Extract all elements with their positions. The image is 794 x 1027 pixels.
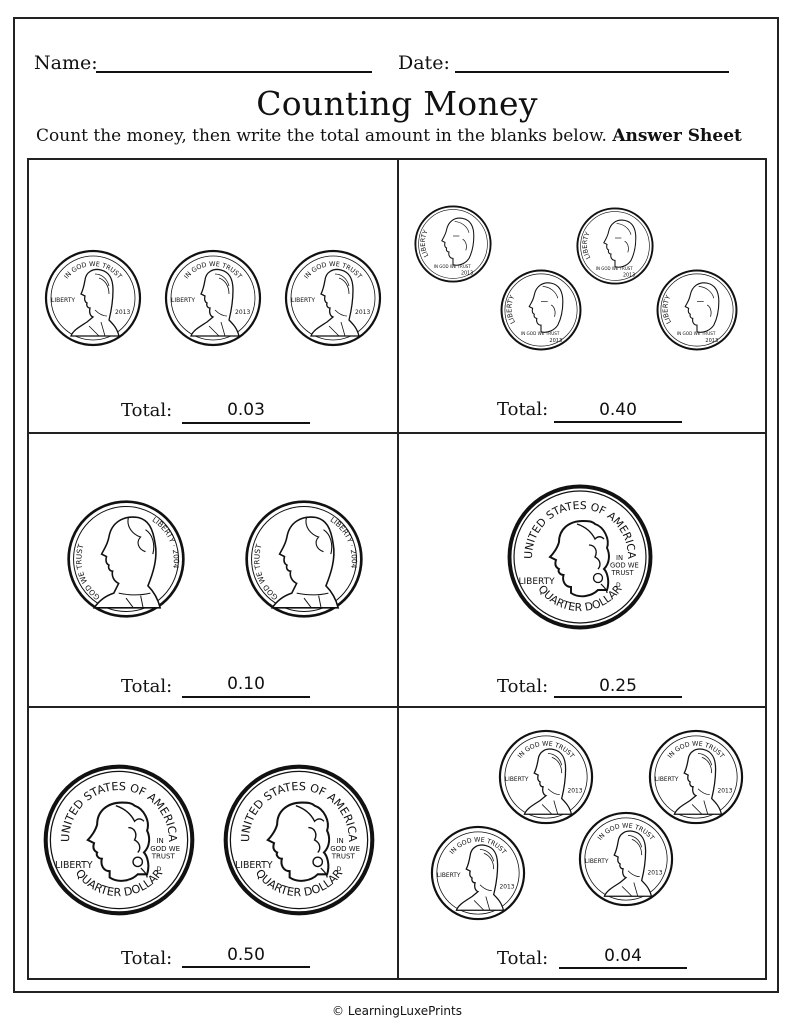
quarter-coin-icon (221, 762, 377, 918)
date-label: Date: (398, 52, 450, 74)
problem-cell-1 (29, 160, 397, 432)
brand-name: LearningLuxePrints (347, 1004, 462, 1018)
instructions (36, 126, 742, 146)
answer-sheet-label: Answer Sheet (612, 126, 742, 146)
total-label: Total: (497, 399, 549, 420)
instructions-text: Count the money, then write the total amount in the blanks below. (36, 126, 607, 146)
total-answer-line (182, 696, 310, 698)
penny-coin-icon (577, 810, 675, 908)
problem-cell-3 (29, 434, 397, 706)
penny-coin-icon (283, 248, 383, 348)
dime-coin-icon (499, 268, 583, 352)
problem-cell-4 (399, 434, 765, 706)
total-label: Total: (121, 948, 173, 969)
quarter-coin-icon (41, 762, 197, 918)
problem-cell-6 (399, 708, 765, 978)
dime-coin-icon (413, 204, 493, 284)
total-answer[interactable]: 0.10 (227, 674, 265, 694)
total-label: Total: (121, 400, 173, 421)
name-line[interactable] (96, 71, 372, 73)
page-title: Counting Money (256, 84, 538, 123)
total-answer-line (554, 421, 682, 423)
total-answer-line (182, 422, 310, 424)
penny-coin-icon (163, 248, 263, 348)
problem-cell-2 (399, 160, 765, 432)
total-label: Total: (497, 676, 549, 697)
quarter-coin-icon (505, 482, 655, 632)
total-answer[interactable]: 0.04 (604, 946, 642, 966)
nickel-coin-icon (65, 498, 187, 620)
penny-coin-icon (43, 248, 143, 348)
date-line[interactable] (455, 71, 729, 73)
copyright-icon: © (332, 1004, 344, 1018)
total-answer-line (554, 696, 682, 698)
penny-coin-icon (429, 824, 527, 922)
total-answer-line (559, 967, 687, 969)
name-label: Name: (34, 52, 98, 74)
dime-coin-icon (575, 206, 655, 286)
total-answer[interactable]: 0.25 (599, 676, 637, 696)
nickel-coin-icon (243, 498, 365, 620)
problem-cell-5 (29, 708, 397, 978)
total-label: Total: (121, 676, 173, 697)
problem-grid (27, 158, 767, 980)
footer-credit (0, 1004, 794, 1018)
total-label: Total: (497, 948, 549, 969)
total-answer-line (182, 966, 310, 968)
total-answer[interactable]: 0.40 (599, 400, 637, 420)
total-answer[interactable]: 0.03 (227, 400, 265, 420)
total-answer[interactable]: 0.50 (227, 945, 265, 965)
dime-coin-icon (655, 268, 739, 352)
